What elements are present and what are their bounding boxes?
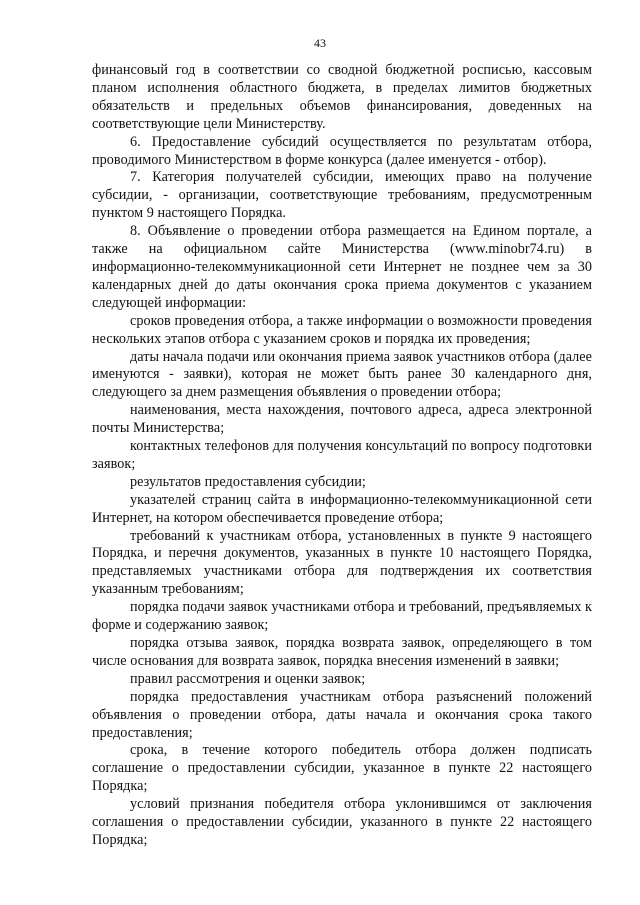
list-item-withdrawal-procedure: порядка отзыва заявок, порядка возврата заявок, определяющего в том числе основания для возврата заявок, порядка внесения изменений в заявки; (92, 635, 592, 669)
list-item-evasion-conditions: условий признания победителя отбора уклонившимся от заключения соглашения о предоставлении субсидии, указанного в пункте 22 настоящего Порядка; (92, 796, 592, 848)
list-item-participant-requirements: требований к участникам отбора, установленных в пункте 9 настоящего Порядка, и перечня документов, указанных в пункте 10 настоящего Порядка, представляемых участниками отбора для подтверждения их соответствия указанным требованиям; (92, 527, 592, 598)
list-item-selection-dates: сроков проведения отбора, а также информации о возможности проведения нескольких этапов отбора с указанием сроков и порядка их проведения; (92, 312, 592, 347)
paragraph-8-announcement: 8. Объявление о проведении отбора размещается на Едином портале, а также на официальном сайте Министерства (www.minobr74.ru) в информационно-телекоммуникационной сети Интернет не позднее чем за 30 календарных дней до даты окончания срока приема документов с указанием следующей информации: (92, 223, 592, 311)
list-item-website-pages: указателей страниц сайта в информационно-телекоммуникационной сети Интернет, на котором обеспечивается проведение отбора; (92, 491, 592, 526)
list-item-clarifications: порядка предоставления участникам отбора разъяснений положений объявления о проведении отбора, даты начала и окончания срока такого предоставления; (92, 688, 592, 741)
paragraph-6-selection: 6. Предоставление субсидий осуществляется по результатам отбора, проводимого Министерством в форме конкурса (далее именуется - отбор). (92, 133, 592, 168)
list-item-subsidy-results: результатов предоставления субсидии; (130, 473, 366, 490)
list-item-phone-numbers: контактных телефонов для получения консультаций по вопросу подготовки заявок; (92, 438, 592, 472)
list-item-ministry-contacts: наименования, места нахождения, почтового адреса, адреса электронной почты Министерства; (92, 402, 592, 437)
list-item-application-dates: даты начала подачи или окончания приема заявок участников отбора (далее именуются - заявки), которая не может быть ранее 30 календарного дня, следующего за днем размещения объявления о проведении отбора; (92, 348, 592, 401)
paragraph-budget-limits: финансовый год в соответствии со сводной бюджетной росписью, кассовым планом исполнения областного бюджета, в пределах лимитов бюджетных обязательств и предельных объемов финансирования, доведенных на соответствующие цели Министерству. (92, 62, 592, 132)
list-item-signing-deadline: срока, в течение которого победитель отбора должен подписать соглашение о предоставлении субсидии, указанное в пункте 22 настоящего Порядка; (92, 742, 592, 795)
page-number: 43 (314, 36, 326, 50)
list-item-application-procedure: порядка подачи заявок участниками отбора и требований, предъявляемых к форме и содержанию заявок; (92, 599, 592, 634)
document-body (92, 62, 592, 850)
paragraph-7-recipients: 7. Категория получателей субсидии, имеющих право на получение субсидии, - организации, соответствующие требованиям, предусмотренным пунктом 9 настоящего Порядка. (92, 169, 592, 222)
list-item-evaluation-rules: правил рассмотрения и оценки заявок; (130, 670, 366, 687)
